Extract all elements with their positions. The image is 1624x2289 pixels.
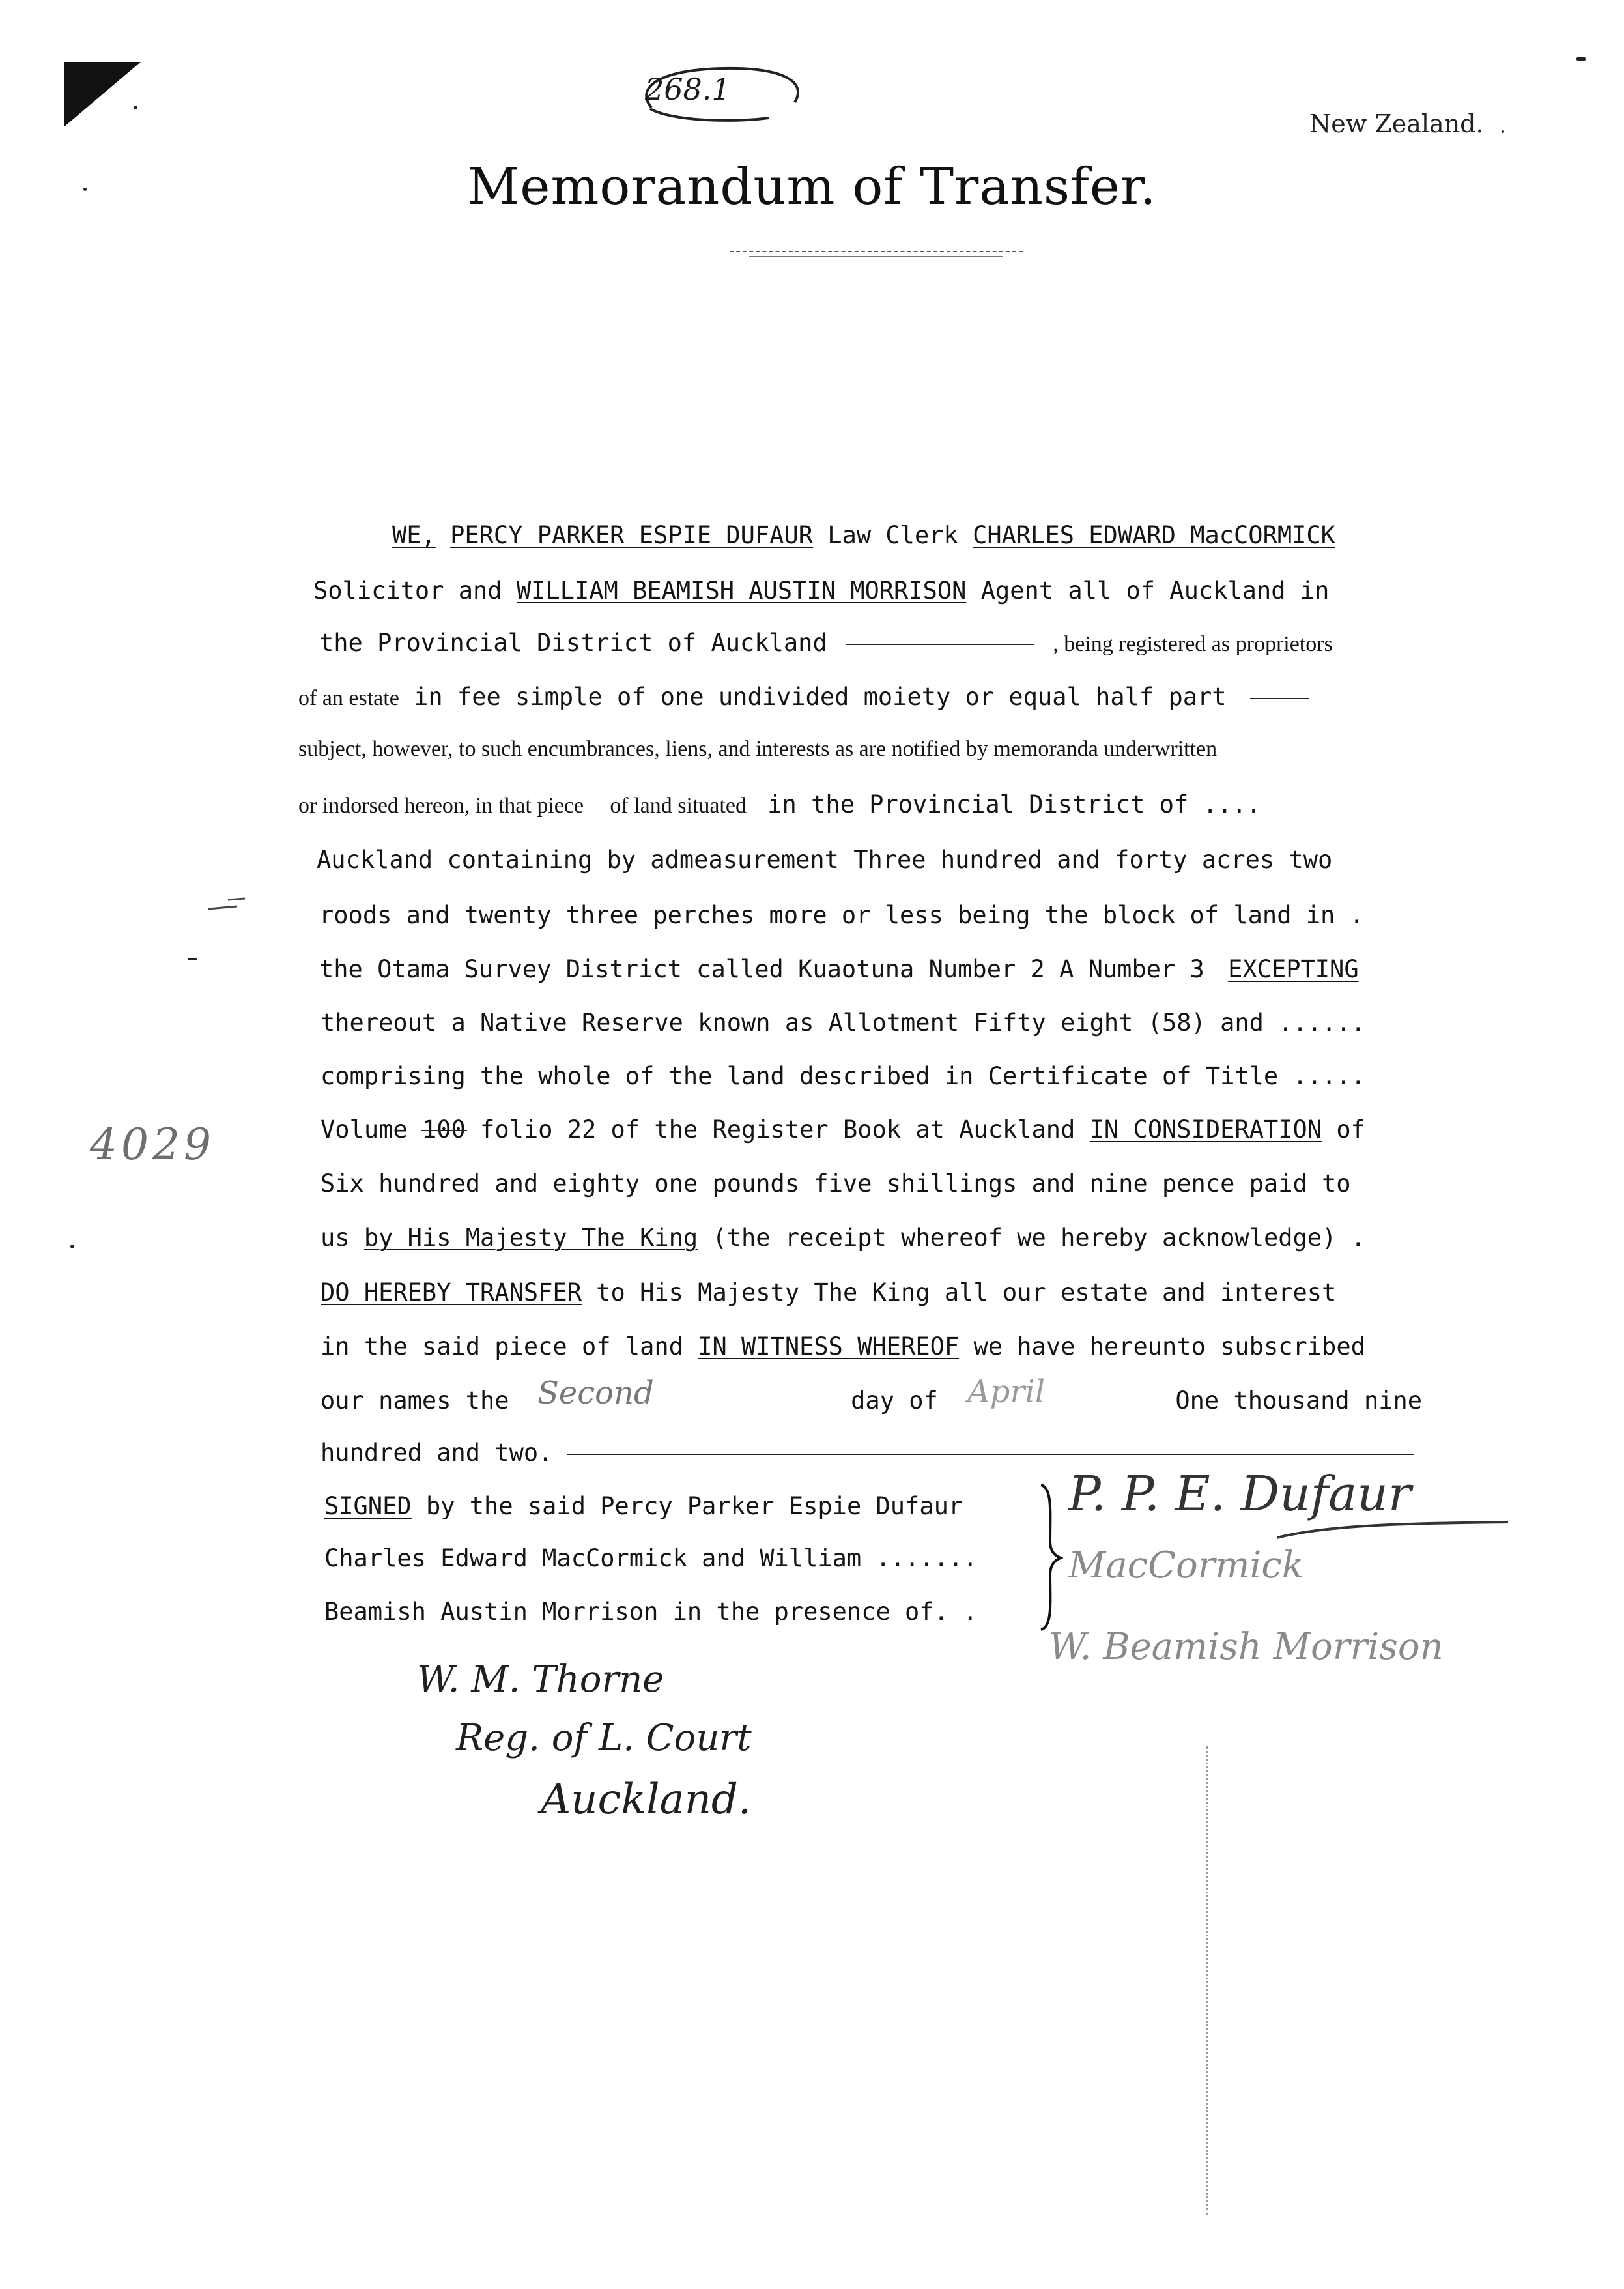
- body-text: One thousand nine: [1175, 1387, 1423, 1415]
- signature-morrison: W. Beamish Morrison: [1049, 1626, 1444, 1668]
- speck: [134, 106, 137, 109]
- transfer-label: DO HEREBY TRANSFER: [321, 1278, 582, 1306]
- body-line-1: [392, 521, 1335, 550]
- handwritten-month: April: [967, 1374, 1046, 1410]
- excepting-label: EXCEPTING: [1228, 955, 1359, 983]
- body-text: folio 22 of the Register Book at Auckland: [480, 1116, 1076, 1144]
- signature-maccormick: MacCormick: [1068, 1544, 1304, 1587]
- witness-whereof-label: IN WITNESS WHEREOF: [698, 1332, 960, 1360]
- body-line-9: [319, 955, 1359, 984]
- body-text: the Provincial District of Auckland: [319, 629, 827, 657]
- body-text: our names the: [321, 1387, 509, 1415]
- signature-flourish: [1277, 1518, 1511, 1544]
- printed-text: of land situated: [610, 794, 747, 818]
- witness-name: W. M. Thorne: [417, 1658, 664, 1701]
- document-title: Memorandum of Transfer.: [467, 158, 1157, 216]
- body-line-15: [321, 1278, 1336, 1307]
- body-line-5: subject, however, to such encumbrances, liens, and interests as are notified by memoranda underwritten: [298, 737, 1218, 761]
- body-line-7: Auckland containing by admeasurement Three hundred and forty acres two: [317, 846, 1333, 874]
- witness-place: Auckland.: [541, 1776, 752, 1824]
- consideration-label: IN CONSIDERATION: [1089, 1116, 1322, 1144]
- vertical-dot-trail: [1206, 1746, 1211, 2215]
- body-line-14: [321, 1224, 1365, 1252]
- body-line-17: [321, 1387, 1422, 1415]
- body-text: the Otama Survey District called Kuaotuna Number 2 A Number 3: [319, 955, 1204, 983]
- body-text: Agent all of Auckland in: [980, 577, 1330, 605]
- margin-number: 4029: [90, 1119, 215, 1170]
- body-text: day of: [851, 1387, 938, 1415]
- body-line-18: [321, 1439, 1414, 1467]
- body-line-2: [313, 577, 1329, 605]
- attestation-line-3: Beamish Austin Morrison in the presence of. .: [324, 1598, 978, 1626]
- volume-number: 100: [421, 1116, 466, 1144]
- fill-dash: [567, 1454, 1414, 1455]
- body-line-6: [298, 790, 1261, 820]
- attestation-line-2: Charles Edward MacCormick and William .......: [324, 1544, 978, 1572]
- transferor-name-1: PERCY PARKER ESPIE DUFAUR: [450, 521, 814, 549]
- body-text: in the said piece of land: [321, 1332, 683, 1360]
- body-line-4: [298, 683, 1309, 713]
- occupation-2: Solicitor and: [313, 577, 502, 605]
- signature-dufaur: P. P. E. Dufaur: [1068, 1466, 1412, 1522]
- body-line-8: roods and twenty three perches more or less being the block of land in .: [319, 901, 1364, 929]
- fill-dash: [1250, 698, 1309, 699]
- witness-title: Reg. of L. Court: [456, 1717, 752, 1759]
- body-text: (the receipt whereof we hereby acknowledge) .: [712, 1224, 1365, 1252]
- fill-dash: [846, 644, 1034, 645]
- body-text: in fee simple of one undivided moiety or equal half part: [414, 683, 1227, 711]
- handwritten-day: Second: [537, 1375, 654, 1411]
- body-text: to His Majesty The King all our estate and interest: [596, 1278, 1337, 1306]
- signed-label: SIGNED: [324, 1492, 412, 1520]
- transferor-name-2: CHARLES EDWARD MacCORMICK: [973, 521, 1335, 549]
- signature-brace: [1037, 1482, 1063, 1632]
- transferor-name-3: WILLIAM BEAMISH AUSTIN MORRISON: [516, 577, 967, 605]
- body-text: hundred and two.: [321, 1439, 553, 1467]
- body-line-16: [321, 1332, 1365, 1361]
- printed-text: or indorsed hereon, in that piece: [298, 794, 584, 818]
- printed-text: , being registered as proprietors: [1053, 632, 1333, 656]
- body-line-13: Six hundred and eighty one pounds five shillings and nine pence paid to: [321, 1170, 1351, 1198]
- body-text: in the Provincial District of ....: [767, 790, 1261, 818]
- transferee-name: by His Majesty The King: [363, 1224, 698, 1252]
- country-label: New Zealand.: [1309, 109, 1484, 138]
- printed-text: of an estate: [298, 686, 399, 710]
- speck: [1502, 130, 1504, 133]
- body-line-11: comprising the whole of the land described in Certificate of Title .....: [321, 1062, 1365, 1090]
- speck: [188, 958, 197, 960]
- body-line-3: [319, 629, 1333, 659]
- body-line-12: [321, 1116, 1365, 1144]
- file-reference: 268.1: [645, 72, 731, 107]
- speck: [70, 1245, 74, 1248]
- corner-triangle-mark: [64, 62, 142, 134]
- body-line-10: thereout a Native Reserve known as Allotment Fifty eight (58) and ......: [321, 1009, 1365, 1037]
- attestation-line-1: [324, 1492, 963, 1521]
- body-text: we have hereunto subscribed: [973, 1332, 1365, 1360]
- speck: [1576, 57, 1586, 61]
- body-text: Volume: [321, 1116, 408, 1144]
- we-label: WE,: [392, 521, 436, 549]
- title-rule: [749, 256, 1003, 257]
- body-text: us: [321, 1224, 350, 1252]
- margin-tick: [208, 896, 248, 915]
- occupation-1: Law Clerk: [827, 521, 958, 549]
- body-text: by the said Percy Parker Espie Dufaur: [425, 1492, 963, 1520]
- title-rule: [730, 251, 1023, 252]
- body-text: of: [1336, 1116, 1365, 1144]
